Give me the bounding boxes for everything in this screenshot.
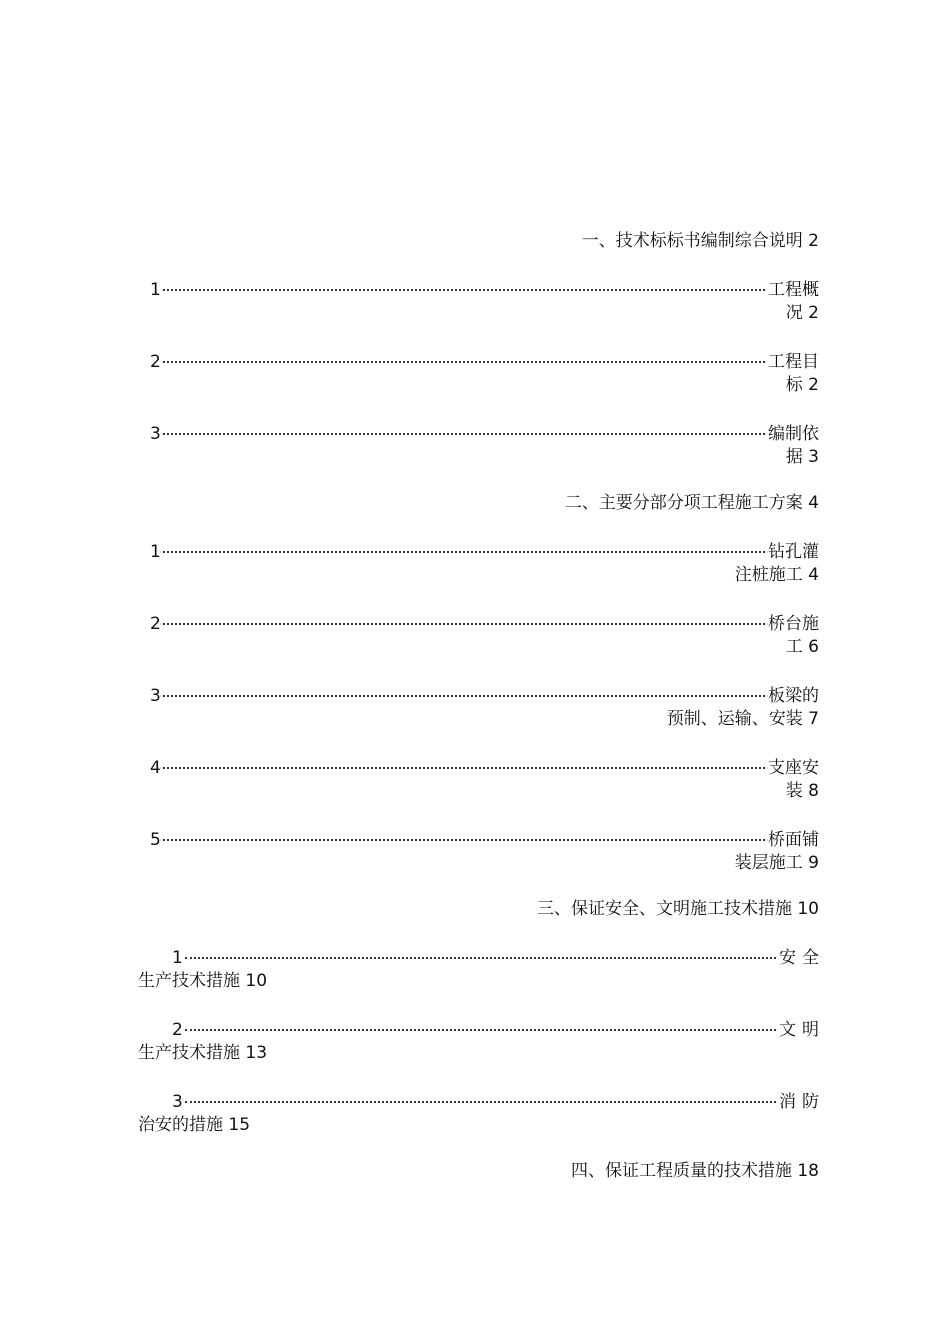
toc-entry (138, 828, 819, 852)
toc-section-heading: 三、保证安全、文明施工技术措施 10 (536, 899, 819, 919)
toc-entry-title-end: 生产技术措施 13 (138, 1043, 268, 1063)
toc-entry-title-start: 工程概 (768, 280, 819, 300)
toc-section-heading: 四、保证工程质量的技术措施 18 (570, 1161, 819, 1181)
dot-leader (163, 433, 765, 435)
toc-entry (138, 612, 819, 636)
toc-entry-number: 2 (150, 352, 161, 372)
toc-entry-title-start: 编制依 (768, 424, 819, 444)
dot-leader (163, 551, 765, 553)
toc-entry (138, 756, 819, 780)
toc-entry-title-end: 生产技术措施 10 (138, 971, 268, 991)
toc-entry-number: 1 (150, 542, 161, 562)
dot-leader (185, 957, 776, 959)
toc-entry-title-end: 预制、运输、安装 7 (666, 709, 819, 729)
toc-entry-title-end: 装 8 (785, 781, 819, 801)
toc-entry (138, 350, 819, 374)
toc-entry-title-start: 板梁的 (768, 686, 819, 706)
toc-entry-title-end: 据 3 (785, 447, 819, 467)
dot-leader (163, 289, 765, 291)
toc-entry-title-end: 治安的措施 15 (138, 1115, 251, 1135)
toc-entry-title-start: 桥面铺 (768, 830, 819, 850)
toc-entry (138, 946, 825, 970)
toc-entry (138, 1090, 825, 1114)
toc-section-heading: 一、技术标标书编制综合说明 2 (581, 231, 819, 251)
toc-entry-number: 3 (150, 686, 161, 706)
toc-entry-number: 3 (172, 1092, 183, 1112)
toc-entry-title-start: 钻孔灌 (768, 542, 819, 562)
dot-leader (163, 839, 765, 841)
toc-entry-title-start: 工程目 (768, 352, 819, 372)
toc-entry (138, 278, 819, 302)
toc-entry-number: 1 (172, 948, 183, 968)
toc-entry-number: 5 (150, 830, 161, 850)
toc-entry (138, 1018, 825, 1042)
toc-entry-title-start: 支座安 (768, 758, 819, 778)
toc-entry-title-start: 桥台施 (768, 614, 819, 634)
dot-leader (163, 361, 765, 363)
toc-entry-number: 1 (150, 280, 161, 300)
toc-entry-title-start: 安全 (779, 948, 825, 968)
toc-entry-number: 4 (150, 758, 161, 778)
dot-leader (185, 1029, 776, 1031)
toc-entry-title-end: 注桩施工 4 (734, 565, 819, 585)
toc-section-heading: 二、主要分部分项工程施工方案 4 (564, 493, 819, 513)
dot-leader (163, 623, 765, 625)
toc-entry-number: 2 (150, 614, 161, 634)
toc-entry-title-end: 标 2 (785, 375, 819, 395)
toc-entry-title-end: 工 6 (785, 637, 819, 657)
dot-leader (163, 767, 765, 769)
toc-entry-title-start: 消防 (779, 1092, 825, 1112)
dot-leader (185, 1101, 776, 1103)
toc-entry-number: 2 (172, 1020, 183, 1040)
toc-entry (138, 422, 819, 446)
toc-entry-title-start: 文明 (779, 1020, 825, 1040)
toc-entry (138, 684, 819, 708)
toc-entry-title-end: 装层施工 9 (734, 853, 819, 873)
toc-entry (138, 540, 819, 564)
toc-entry-title-end: 况 2 (785, 303, 819, 323)
toc-entry-number: 3 (150, 424, 161, 444)
dot-leader (163, 695, 765, 697)
